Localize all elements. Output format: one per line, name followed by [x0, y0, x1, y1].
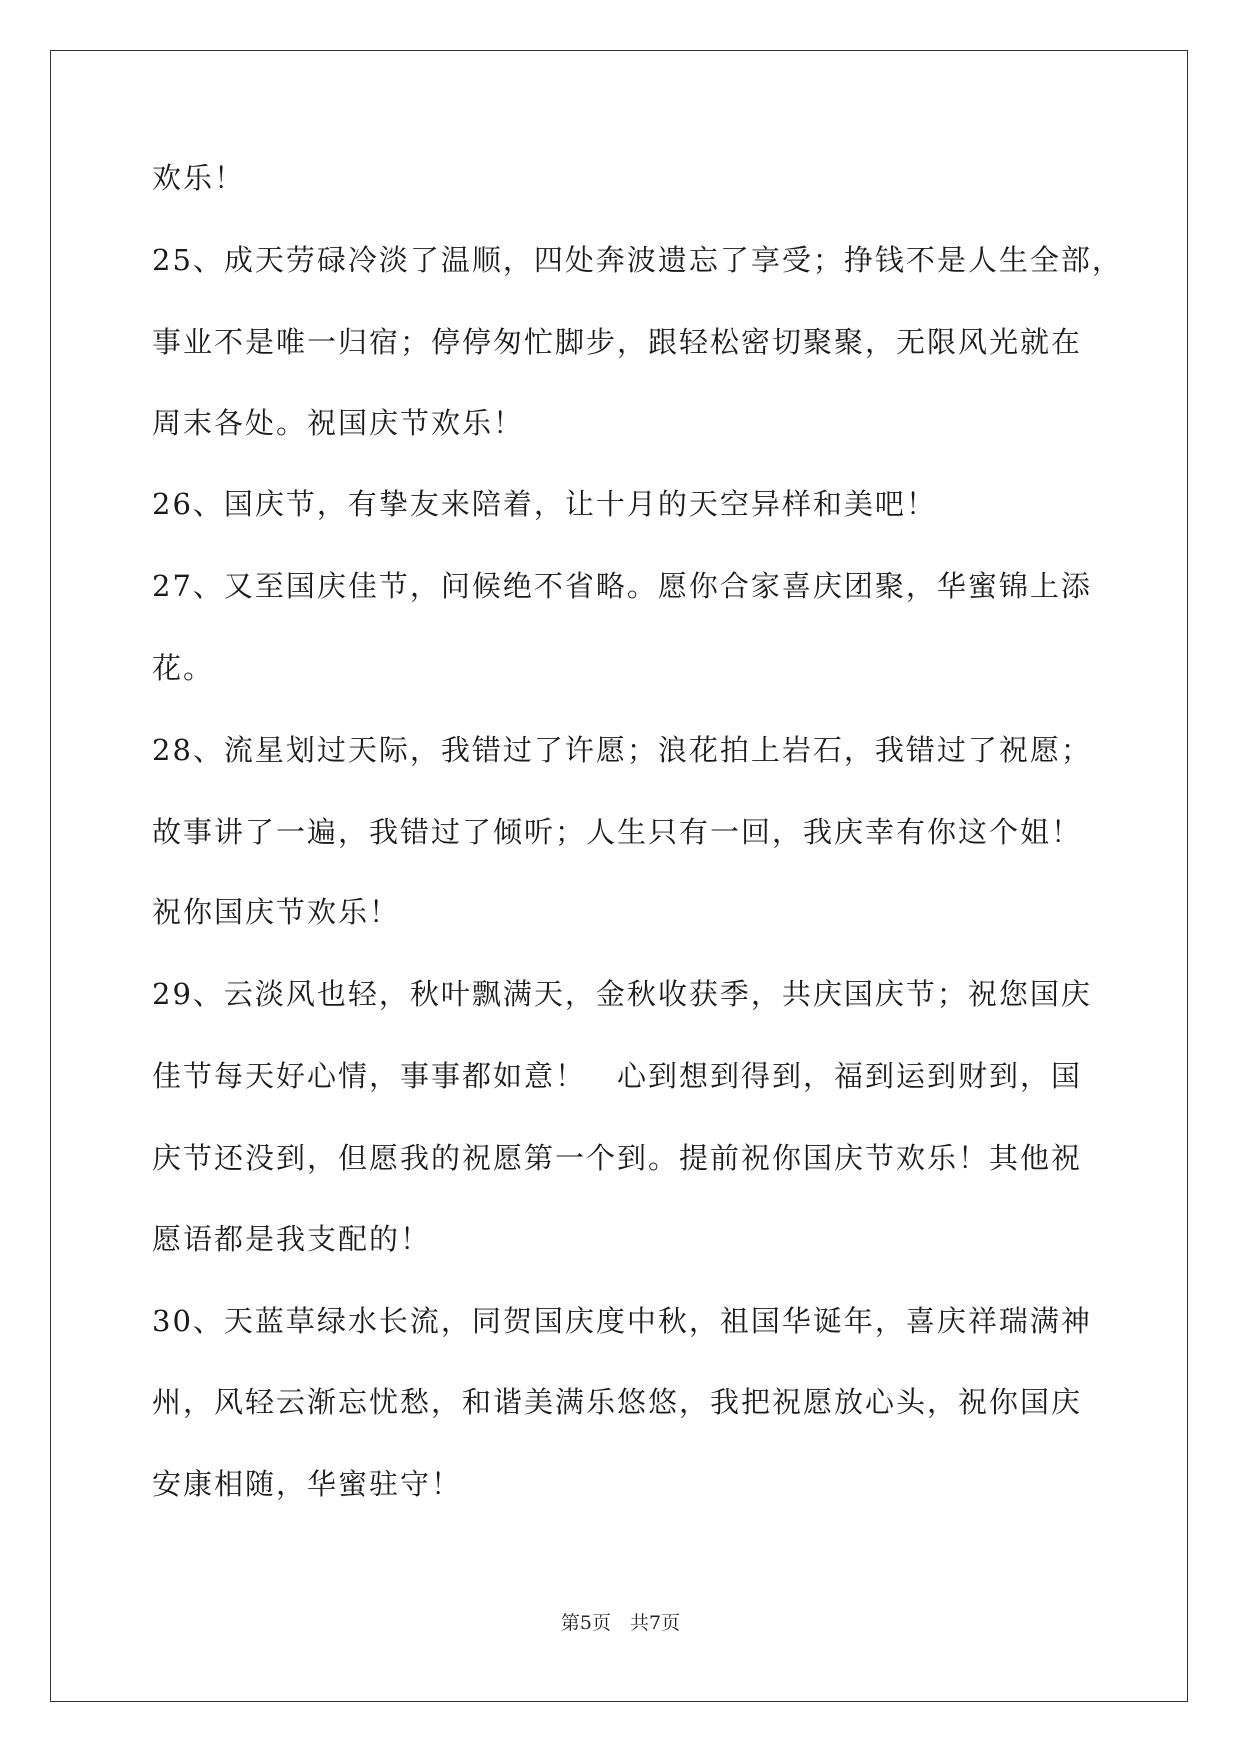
text-line: 欢乐！ [152, 161, 246, 195]
text-line: 30、天蓝草绿水长流，同贺国庆度中秋，祖国华诞年，喜庆祥瑞满神 [152, 1304, 1092, 1338]
page-border [50, 50, 1188, 1702]
text-line: 故事讲了一遍，我错过了倾听；人生只有一回，我庆幸有你这个姐！ [152, 815, 1083, 849]
text-line: 愿语都是我支配的！ [152, 1222, 432, 1256]
text-line: 州，风轻云渐忘忧愁，和谐美满乐悠悠，我把祝愿放心头，祝你国庆 [152, 1385, 1083, 1419]
text-line: 25、成天劳碌冷淡了温顺，四处奔波遗忘了享受；挣钱不是人生全部， [152, 243, 1123, 277]
text-line: 28、流星划过天际，我错过了许愿；浪花拍上岩石，我错过了祝愿； [152, 733, 1092, 767]
text-line: 祝你国庆节欢乐！ [152, 895, 401, 929]
page-number-footer: 第5页 共7页 [560, 1612, 681, 1634]
text-line: 27、又至国庆佳节，问候绝不省略。愿你合家喜庆团聚，华蜜锦上添 [152, 569, 1092, 603]
text-line: 29、云淡风也轻，秋叶飘满天，金秋收获季，共庆国庆节；祝您国庆 [152, 977, 1092, 1011]
text-line: 事业不是唯一归宿；停停匆忙脚步，跟轻松密切聚聚，无限风光就在 [152, 325, 1083, 359]
text-line: 佳节每天好心情，事事都如意！ 心到想到得到，福到运到财到，国 [152, 1059, 1083, 1093]
text-line: 花。 [152, 651, 215, 685]
text-line: 周末各处。祝国庆节欢乐！ [152, 406, 525, 440]
text-line: 庆节还没到，但愿我的祝愿第一个到。提前祝你国庆节欢乐！其他祝 [152, 1141, 1083, 1175]
text-line: 安康相随，华蜜驻守！ [152, 1467, 463, 1501]
text-line: 26、国庆节，有挚友来陪着，让十月的天空异样和美吧！ [152, 487, 937, 521]
